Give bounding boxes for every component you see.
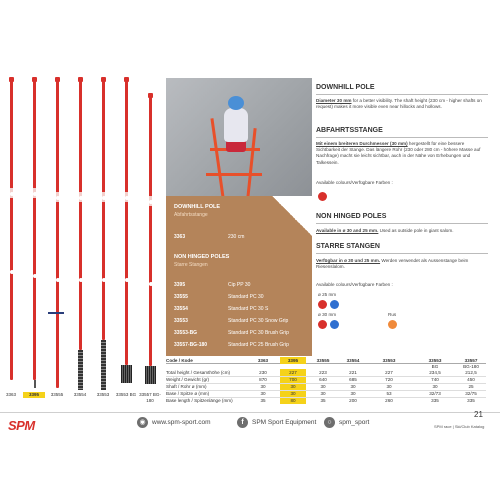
instagram-link[interactable]: spm_sport xyxy=(339,419,370,426)
panel-desc: Standard PC 30 xyxy=(228,294,264,300)
pole-dot xyxy=(56,278,60,282)
panel-downhill-sub: Abfahrtsstange xyxy=(174,212,208,218)
panel-code: 3363 xyxy=(174,234,186,240)
pole-33553-bg xyxy=(125,80,128,365)
table-row-label: Weight / Gewicht (gr) xyxy=(166,377,210,382)
panel-downhill-title: DOWNHILL POLE xyxy=(174,204,221,210)
table-divider xyxy=(166,390,486,391)
website-link[interactable]: www.spm-sport.com xyxy=(152,419,211,426)
table-cell: 32/75 xyxy=(465,391,477,396)
pole-dot xyxy=(56,196,60,200)
table-cell: 32/73 xyxy=(429,391,441,396)
nonhinged-text-de-bold: Verfügbar in ø 30 und 25 mm. xyxy=(316,258,381,263)
panel-desc: Standard PC 30 Brush Grip xyxy=(228,330,289,336)
nonhinged-text-en-rest: Used as outside pole in giant salom. xyxy=(378,228,454,233)
pole-dot xyxy=(102,278,106,282)
table-cell: 80 xyxy=(280,397,306,404)
pole-dot xyxy=(149,200,153,204)
facebook-icon: f xyxy=(237,417,248,428)
downhill-heading-de: ABFAHRTSSTANGE xyxy=(316,127,383,134)
globe-icon: ◉ xyxy=(137,417,148,428)
table-cell: 221 xyxy=(349,370,357,375)
divider xyxy=(316,253,488,254)
catalog-name: SPM race | Ski/Club Katalog xyxy=(434,424,485,429)
table-row xyxy=(166,376,486,383)
panel-code: 33555 xyxy=(174,294,188,300)
downhill-text-en-bold: Diameter 30 mm xyxy=(316,98,352,103)
downhill-text-de-bold: Mit einem breiteren Durchmesser (30 mm) xyxy=(316,141,408,146)
pole-dot xyxy=(10,192,14,196)
divider xyxy=(316,223,488,224)
pole-33554 xyxy=(79,80,82,350)
panel-code: 33553-BG xyxy=(174,330,198,336)
colour-swatch-red xyxy=(318,320,327,329)
table-row-label: Base length / Spitzenlänge (mm) xyxy=(166,398,233,403)
pole-dot xyxy=(125,196,129,200)
panel-code: 3395 xyxy=(174,282,186,288)
colours-label-1: Available colours/Verfügbare Farben : xyxy=(316,180,393,185)
colour-swatch-red xyxy=(318,192,327,201)
pole-dot xyxy=(79,196,83,200)
pole-screw-base xyxy=(78,350,83,390)
table-row-label: Base / Spitze ø (mm) xyxy=(166,391,210,396)
divider xyxy=(316,94,488,95)
pole-brush-grip xyxy=(145,366,156,384)
pole-3363 xyxy=(10,80,13,380)
colour-swatch-blue xyxy=(330,320,339,329)
table-divider xyxy=(166,376,486,377)
panel-nonhinged-sub: Starre Stangen xyxy=(174,262,208,268)
colour-swatch-orange xyxy=(388,320,397,329)
table-cell: 35 xyxy=(260,398,266,403)
table-cell: 30 xyxy=(280,390,306,397)
table-row xyxy=(166,369,486,376)
table-row xyxy=(166,383,486,390)
table-cell: 30 xyxy=(320,391,326,396)
pole-3395 xyxy=(33,80,36,380)
diameter-30-label: ø 30 mm xyxy=(318,312,337,317)
table-cell: 30 xyxy=(350,391,356,396)
table-cell: 870 xyxy=(259,377,267,382)
facebook-link[interactable]: SPM Sport Equipment xyxy=(252,419,317,426)
panel-code: 33557-BG-180 xyxy=(174,342,208,348)
page-curl xyxy=(272,196,312,236)
pole-cap xyxy=(148,93,153,98)
pole-brush-grip xyxy=(121,365,132,383)
rus-label: Rus xyxy=(388,312,397,317)
pole-cap xyxy=(78,77,83,82)
table-cell: 30 xyxy=(320,384,326,389)
table-cell: 685 xyxy=(349,377,357,382)
table-cell: 30 xyxy=(386,384,392,389)
pole-cap xyxy=(32,77,37,82)
table-cell: 33557 xyxy=(464,358,478,363)
product-panel xyxy=(166,196,312,356)
table-cell: 234,5 xyxy=(429,370,441,375)
pole-tip xyxy=(34,380,36,388)
pole-label-33555: 33555 xyxy=(50,392,64,397)
footer-divider xyxy=(0,412,500,413)
pole-label-33553: 33553 xyxy=(96,392,110,397)
table-cell: 212,5 xyxy=(465,370,477,375)
pole-label-33553-bg: 33553 BG xyxy=(115,392,137,397)
table-cell: BG-180 xyxy=(463,364,479,369)
pole-label-3363: 3363 xyxy=(5,392,16,397)
table-cell: 335 xyxy=(431,398,439,403)
table-cell: 227 xyxy=(280,369,306,376)
table-cell: 720 xyxy=(385,377,393,382)
table-row xyxy=(166,390,486,397)
pole-cap xyxy=(101,77,106,82)
pole-dot xyxy=(33,274,37,278)
table-cell: 30 xyxy=(350,384,356,389)
panel-code: 33554 xyxy=(174,306,188,312)
page-number: 21 xyxy=(474,410,483,419)
table-cell: 335 xyxy=(467,398,475,403)
table-cell: 30 xyxy=(260,391,266,396)
skier-body xyxy=(224,108,248,142)
panel-desc: Standard PC 30 S xyxy=(228,306,269,312)
spm-logo: SPM xyxy=(8,418,35,433)
instagram-icon: ○ xyxy=(324,417,335,428)
table-row-label: Shaft / Rohr ø (mm) xyxy=(166,384,207,389)
pole-dot xyxy=(33,192,37,196)
table-cell: 35 xyxy=(320,398,326,403)
pole-dot xyxy=(102,196,106,200)
table-row xyxy=(166,397,486,404)
nonhinged-text-de-rest: Werden verwendet als Aussenstange beim Riesenslalom. xyxy=(316,258,469,270)
table-cell: 3395 xyxy=(280,357,306,364)
pole-cap xyxy=(55,77,60,82)
downhill-text-en xyxy=(316,98,488,110)
pole-dot xyxy=(79,278,83,282)
pole-dot xyxy=(149,282,153,286)
table-header-row xyxy=(166,357,486,364)
nonhinged-text-en-bold: Available in ø 30 and 25 mm. xyxy=(316,228,379,233)
colour-swatch-blue xyxy=(330,300,339,309)
table-cell: 223 xyxy=(319,370,327,375)
colour-swatch-red xyxy=(318,300,327,309)
table-cell: 33555 xyxy=(316,358,330,363)
gate-pole xyxy=(210,118,224,196)
table-cell: 30 xyxy=(432,384,438,389)
table-cell: 227 xyxy=(385,370,393,375)
skier-helmet xyxy=(228,96,244,110)
gate-bar xyxy=(206,173,262,176)
pole-33555 xyxy=(56,80,59,388)
pole-cap xyxy=(124,77,129,82)
table-cell: 33553 xyxy=(382,358,396,363)
downhill-text-de xyxy=(316,141,488,166)
nonhinged-heading: NON HINGED POLES xyxy=(316,213,387,220)
pole-blue-mark xyxy=(48,312,64,314)
table-cell: 53 xyxy=(386,391,392,396)
nonhinged-text-en xyxy=(316,228,488,234)
table-divider xyxy=(166,397,486,398)
pole-33557-bg-180 xyxy=(149,96,152,366)
pole-dot xyxy=(10,270,14,274)
pole-dot xyxy=(125,278,129,282)
nonhinged-heading-de: STARRE STANGEN xyxy=(316,243,380,250)
panel-nonhinged-title: NON HINGED POLES xyxy=(174,254,230,260)
pole-cap xyxy=(9,77,14,82)
table-cell: 700 xyxy=(280,376,306,383)
table-cell: 200 xyxy=(349,398,357,403)
table-cell: 740 xyxy=(431,377,439,382)
table-cell: 30 xyxy=(280,383,306,390)
table-row-label: Total height / Gesamthöhe (cm) xyxy=(166,370,231,375)
divider xyxy=(316,137,488,138)
pole-screw-base xyxy=(101,340,106,390)
table-cell: 230 xyxy=(259,370,267,375)
panel-desc: Standard PC 30 Snow Grip xyxy=(228,318,289,324)
table-divider xyxy=(166,383,486,384)
panel-desc: Cip PP 30 xyxy=(228,282,251,288)
table-cell: BG xyxy=(431,364,439,369)
table-cell: 640 xyxy=(319,377,327,382)
table-cell: 30 xyxy=(260,384,266,389)
pole-label-33554: 33554 xyxy=(73,392,87,397)
colours-label-2: Available colours/Verfügbare Farben : xyxy=(316,282,393,287)
downhill-text-de-rest: hergestellt für eine bessere Sichtbarkeit der Stange. Das längere Rohr (230 oder 280 cm - höhere Masse auf Nachfrage) macht sie leicht sichtbar, auch in der Nähe von Erhebungen und Talkessein. xyxy=(316,141,481,165)
table-cell: 33554 xyxy=(346,358,360,363)
pole-33553 xyxy=(102,80,105,340)
nonhinged-text-de xyxy=(316,258,488,270)
panel-desc: 230 cm xyxy=(228,234,245,240)
panel-desc: Standard PC 25 Brush Grip xyxy=(228,342,289,348)
table-header-label: Code / Kode xyxy=(166,358,193,363)
table-cell: 25 xyxy=(468,384,474,389)
diameter-25-label: ø 25 mm xyxy=(318,292,337,297)
downhill-text-en-rest: for a better visibility. The shaft height (230 cm - higher shafts on request) makes it more visible even near hillocks and hollows. xyxy=(316,98,482,110)
table-cell: 260 xyxy=(385,398,393,403)
table-cell: 450 xyxy=(467,377,475,382)
skier-photo xyxy=(166,78,312,196)
table-cell: 33553 xyxy=(428,358,442,363)
pole-label-33557-bg-180: 33557 BG-180 xyxy=(139,392,161,403)
downhill-heading: DOWNHILL POLE xyxy=(316,84,375,91)
panel-code: 33553 xyxy=(174,318,188,324)
pole-label-3395: 3395 xyxy=(23,392,45,398)
table-cell: 3363 xyxy=(257,358,269,363)
